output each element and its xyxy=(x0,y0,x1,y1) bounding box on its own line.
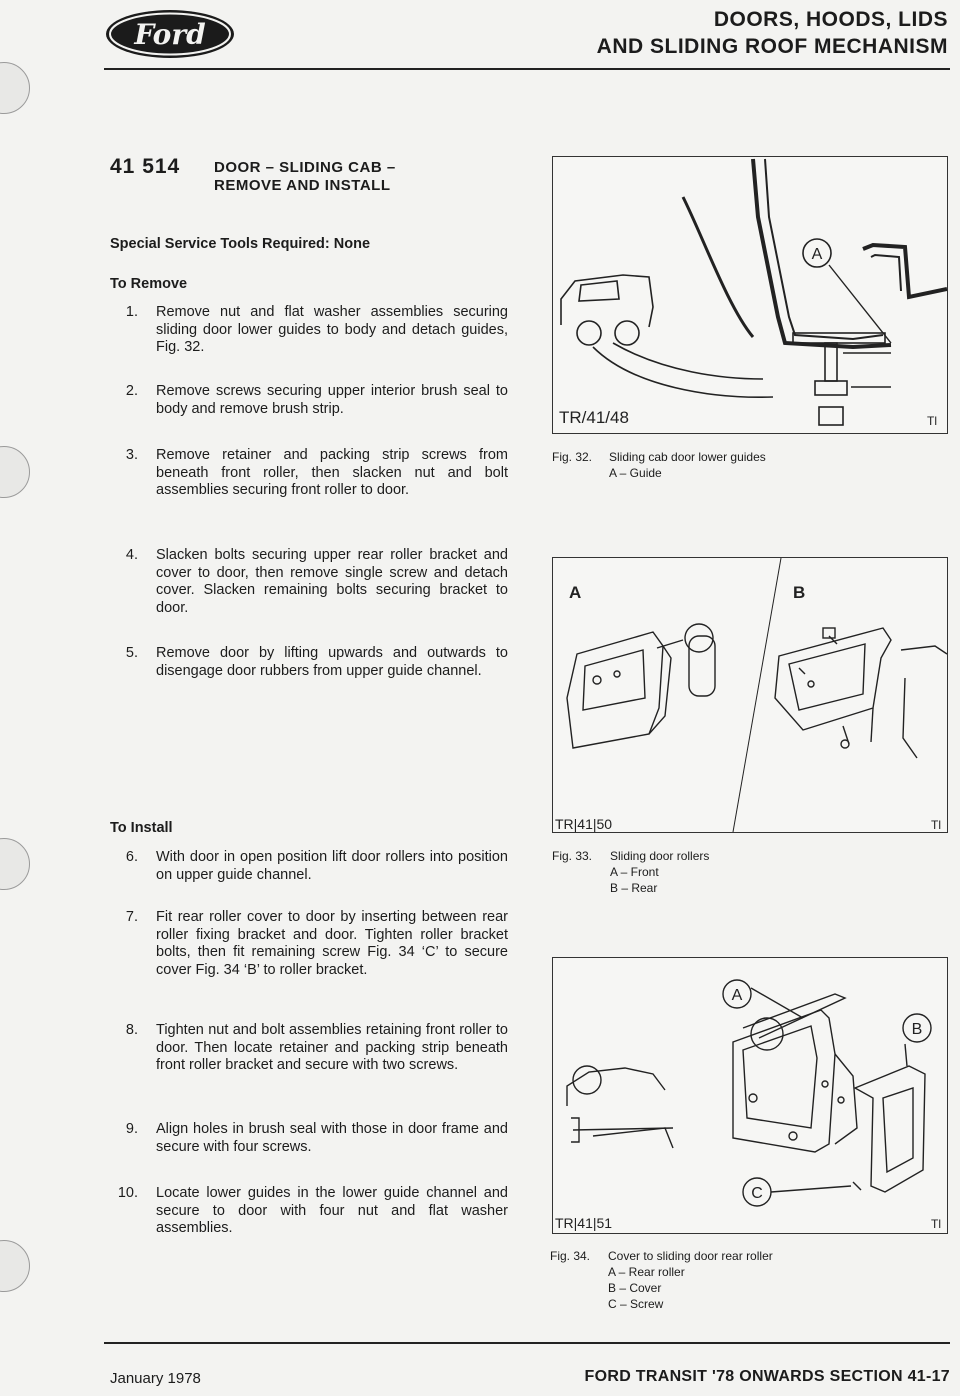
publication-date: January 1978 xyxy=(110,1370,201,1387)
step-1: 1. Remove nut and flat washer assemblies securing sliding door lower guides to body and detach guides, Fig. 32. xyxy=(125,304,508,355)
header-rule xyxy=(104,68,950,70)
svg-text:A: A xyxy=(811,246,823,263)
remove-heading: To Remove xyxy=(110,276,188,292)
figure-mark: Tl xyxy=(931,818,941,832)
svg-text:B: B xyxy=(911,1021,923,1038)
figure-code: TR|41|50 xyxy=(555,816,613,832)
step-10: 10. Locate lower guides in the lower guide channel and secure to door with four nut and flat washer assemblies. xyxy=(117,1185,508,1236)
svg-text:Ford: Ford xyxy=(134,18,206,51)
special-tools-heading: Special Service Tools Required: None xyxy=(110,236,371,252)
step-2: 2. Remove screws securing upper interior brush seal to body and remove brush strip. xyxy=(125,383,508,417)
figure-32-caption: Fig. 32. Sliding cab door lower guides A – Guide xyxy=(552,450,766,480)
punch-hole xyxy=(0,62,30,114)
svg-text:A: A xyxy=(569,583,582,602)
publication-section: FORD TRANSIT '78 ONWARDS SECTION 41-17 xyxy=(584,1368,950,1385)
step-9: 9. Align holes in brush seal with those in door frame and secure with four screws. xyxy=(125,1121,508,1155)
figure-code: TR/41/48 xyxy=(559,408,629,427)
step-5: 5. Remove door by lifting upwards and outwards to disengage door rubbers from upper guide channel. xyxy=(125,645,508,679)
punch-hole xyxy=(0,446,30,498)
figure-33-caption: Fig. 33. Sliding door rollers A – Front B – Rear xyxy=(552,849,710,895)
step-6: 6. With door in open position lift door rollers into position on upper guide channel. xyxy=(125,849,508,883)
door-rollers-drawing xyxy=(553,558,947,832)
punch-hole xyxy=(0,1240,30,1292)
section-title: DOOR – SLIDING CAB – REMOVE AND INSTALL xyxy=(214,159,396,194)
section-number: 41 514 xyxy=(110,155,181,178)
svg-text:C: C xyxy=(751,1185,763,1202)
figure-34 xyxy=(552,957,948,1234)
step-3: 3. Remove retainer and packing strip screws from beneath front roller, then slacken nut and bolt assemblies securing front roller to door. xyxy=(125,447,508,498)
figure-code: TR|41|51 xyxy=(555,1215,613,1231)
step-4: 4. Slacken bolts securing upper rear roller bracket and cover to door, then remove single screw and detach cover. Slacken remaining bolts securing bracket to door. xyxy=(125,547,508,616)
figure-33 xyxy=(552,557,948,833)
figure-34-caption: Fig. 34. Cover to sliding door rear roller A – Rear roller B – Cover C – Screw xyxy=(550,1249,773,1311)
figure-mark: Tl xyxy=(927,414,937,428)
ford-logo xyxy=(104,8,236,60)
figure-mark: Tl xyxy=(931,1217,941,1231)
svg-text:B: B xyxy=(793,583,806,602)
step-8: 8. Tighten nut and bolt assemblies retaining front roller to door. Then locate retainer and packing strip beneath front roller bracket and secure with two screws. xyxy=(125,1022,508,1073)
install-heading: To Install xyxy=(110,820,173,836)
punch-hole xyxy=(0,838,30,890)
lower-guide-drawing xyxy=(553,157,947,433)
rear-roller-cover-drawing xyxy=(553,958,947,1233)
svg-text:A: A xyxy=(731,987,743,1004)
figure-32 xyxy=(552,156,948,434)
chapter-title: DOORS, HOODS, LIDS AND SLIDING ROOF MECHANISM xyxy=(596,8,948,58)
footer-rule xyxy=(104,1342,950,1344)
step-7: 7. Fit rear roller cover to door by inserting between rear roller fixing bracket and door. Tighten roller bracket bolts, then fit remaining screw Fig. 34 ‘C’ to secure cover Fig. 34 ‘B’ to roller bracket. xyxy=(125,909,508,978)
